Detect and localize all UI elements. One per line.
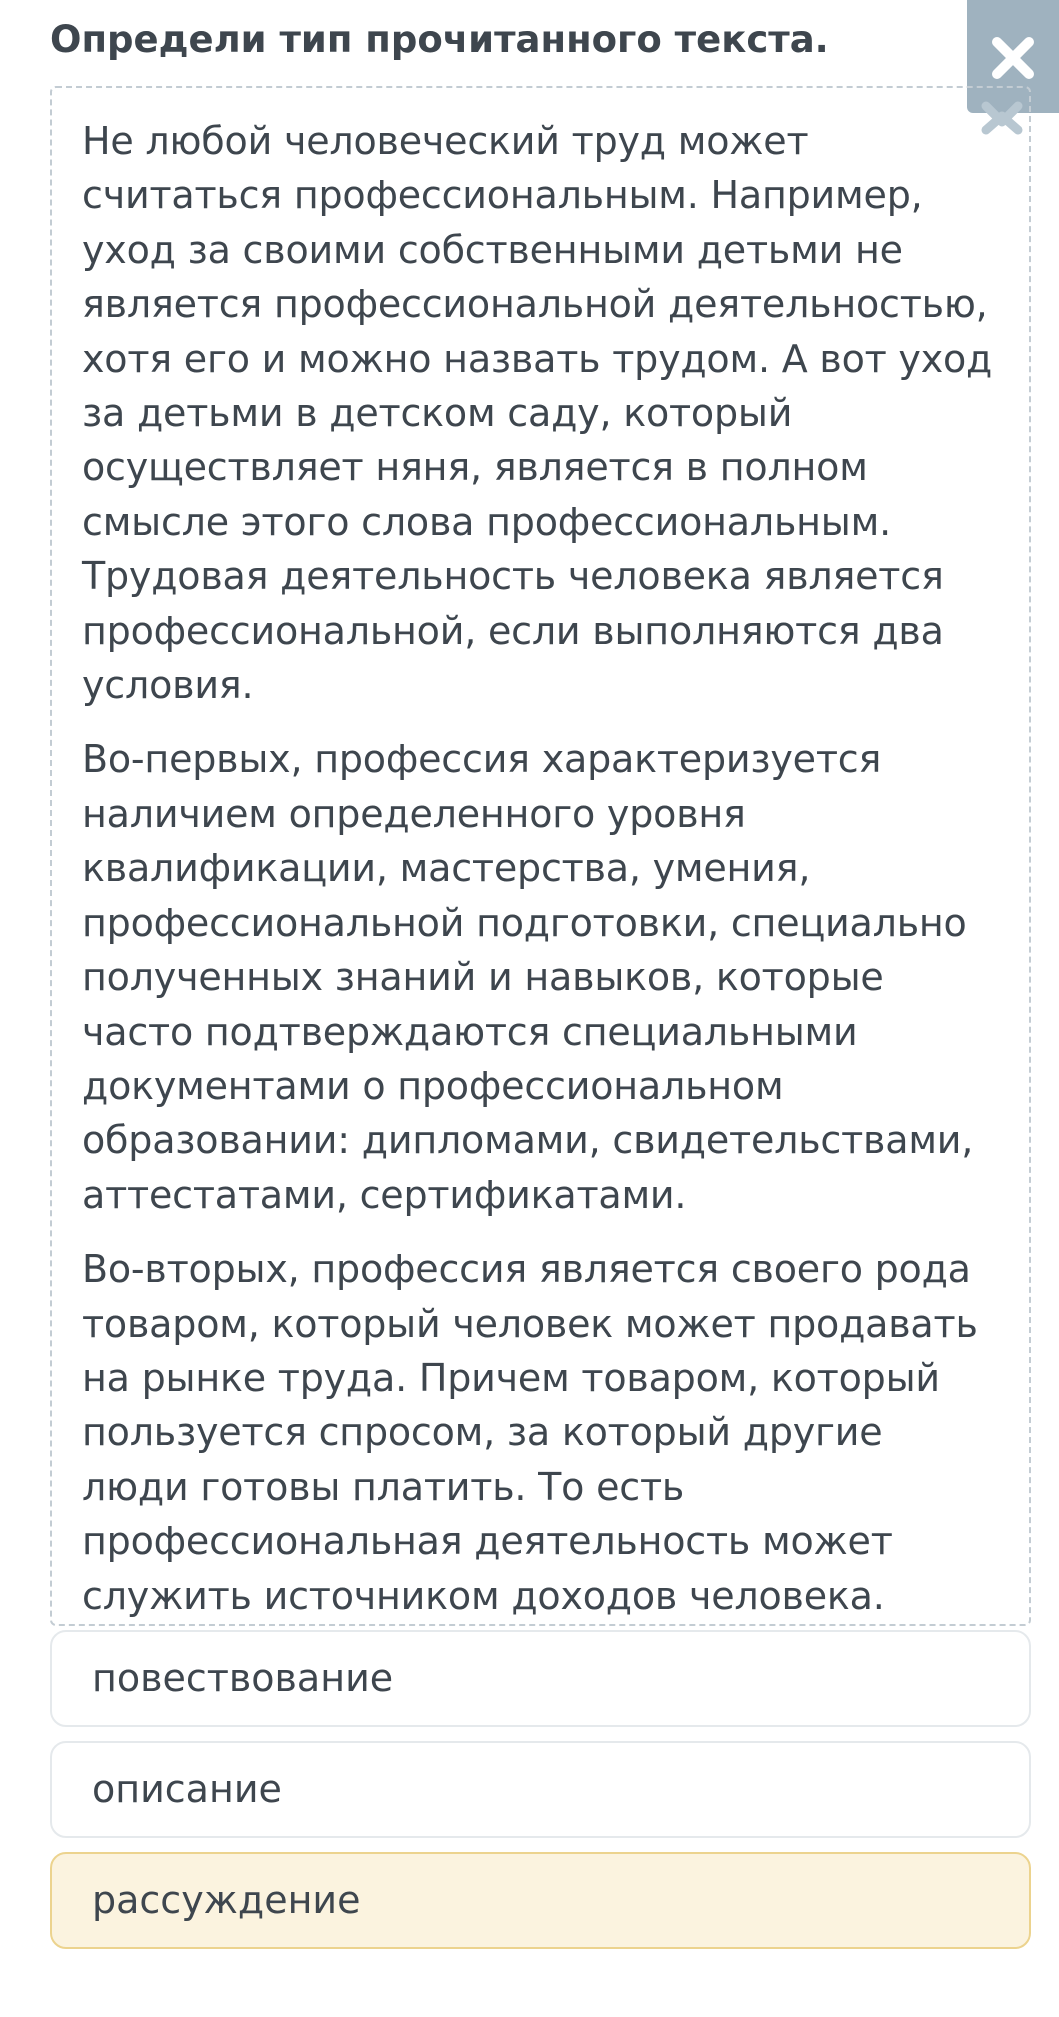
answer-option-reasoning[interactable]: рассуждение <box>50 1852 1031 1949</box>
reading-paragraph-3: Во-вторых, профессия является своего рода товаром, который человек может продавать на рынке труда. Причем товаром, который пользуется спросом, за который другие люди готовы платить. То есть профессиональная деятельность может служить источником доходов человека. <box>82 1247 978 1618</box>
answer-option-narration[interactable]: повествование <box>50 1630 1031 1727</box>
reading-paragraph-2: Во-первых, профессия характеризуется наличием определенного уровня квалификации, мастерства, умения, профессиональной подготовки, специально полученных знаний и навыков, которые часто подтверждаются специальными документами о профессиональном образовании: дипломами, свидетельствами, аттестатами, сертификатами. <box>82 737 974 1217</box>
reading-text-box <box>50 86 1031 1626</box>
drag-handle-icon <box>972 86 1032 136</box>
reading-paragraph-1: Не любой человеческий труд может считаться профессиональным. Например, уход за своими собственными детьми не является профессиональной деятельностью, хотя его и можно назвать трудом. А вот уход за детьми в детском саду, который осуществляет няня, является в полном смысле этого слова профессиональным. Трудовая деятельность человека является профессиональной, если выполняются два условия. <box>82 119 993 708</box>
question-title: Определи тип прочитанного текста. <box>50 18 829 61</box>
answer-option-description[interactable]: описание <box>50 1741 1031 1838</box>
close-icon <box>989 34 1037 82</box>
